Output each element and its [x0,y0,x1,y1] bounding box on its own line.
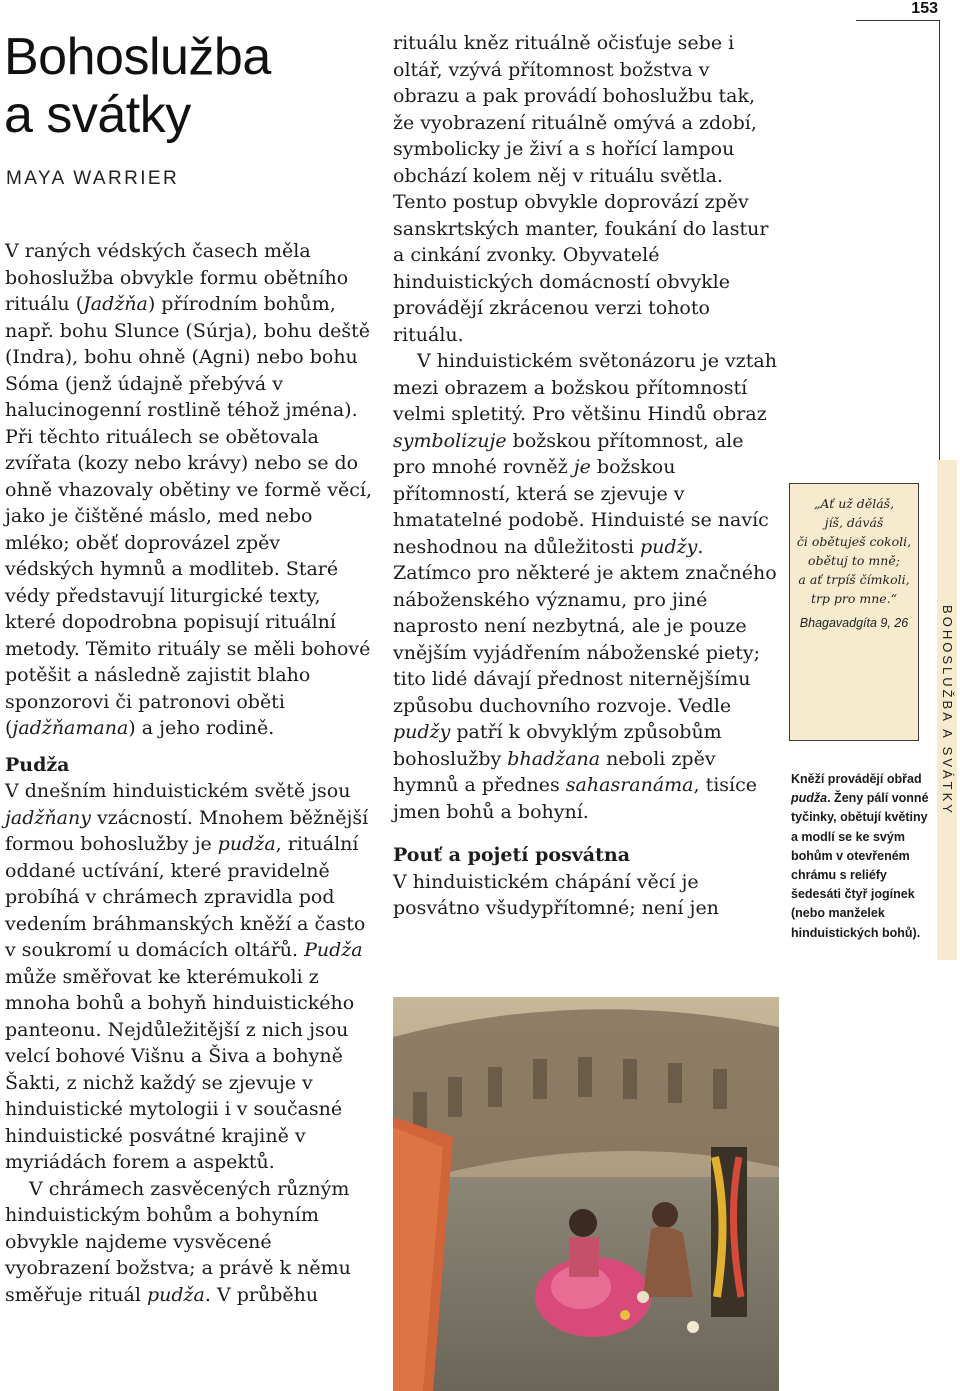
header-rule [856,20,940,21]
quote-source: Bhagavadgíta 9, 26 [799,616,909,630]
page-title [4,28,271,144]
title-line-2: a svátky [4,86,191,144]
section-label [937,460,957,960]
quote-line: a ať trpíš čímkoli, [798,572,910,587]
margin-rule [939,20,940,460]
author-byline: MAYA WARRIER [6,168,180,189]
quote-line: „Ať už děláš, [813,496,895,511]
quote-line: jíš, dáváš [824,515,884,530]
temple-photo-illustration [393,997,779,1391]
quote-line: trp pro mne.“ [810,591,898,606]
paragraph-pudza: V dnešním hinduistickém světě jsou jadžňany vzácností. Mnohem běžnější formou bohoslužby je pudža, rituální oddané uctívání, které pravidelně probíhá v chrámech zpravidla pod vedením bráhmanských kněží a často v soukromí u domácích oltářů. Pudža může směřovat ke kterémukoli z mnoha bohů a bohyň hinduistického panteonu. Nejdůležitější z nich jsou velcí bohové Višnu a Šiva a bohyně Šakti, z nichž každý se zjevuje v hinduistické mytologii i v současné hinduistické posvátné krajině v myriádách forem a aspektů. [5,780,369,1173]
photo-caption: Kněží provádějí obřad pudža. Ženy pálí vonné tyčinky, obětují květiny a modlí se ke svým bohům v otevřeném chrámu s reliéfy šedesáti čtyř jogínek (nebo manželek hinduistických bohů). [791,772,929,940]
section-heading-pilgrimage: Pouť a pojetí posvátna [393,844,631,866]
section-heading-pudza: Pudža [5,753,70,776]
quote-box [789,483,919,741]
paragraph-ritual: rituálu kněz rituálně očisťuje sebe i oltář, vzývá přítomnost božstva v obrazu a pak provádí bohoslužbu tak, že vyobrazení rituálně omývá a zdobí, symbolicky je živí a s hořící lampou obchází kolem něj v rituálu světla. Tento postup obvykle doprovází zpěv sanskrtských manter, foukání do lastur a cinkání zvonky. Obyvatelé hinduistických domácností obvykle provádějí zkrácenou verzi tohoto rituálu. [393,32,769,346]
text-column-middle [393,30,778,922]
section-label-text: BOHOSLUŽBA A SVÁTKY [939,604,955,816]
text-column-left [5,238,375,1308]
page-number: 153 [911,0,938,17]
paragraph-temples: V chrámech zasvěcených různým hinduistickým bohům a bohyním obvykle najdeme vysvěcené vyobrazení božstva; a právě k němu směřuje rituál pudža. V průběhu [5,1177,351,1306]
quote-line: či obětuješ cokoli, [796,534,912,549]
paragraph-pilgrimage: V hinduistickém chápání věcí je posvátno všudypřítomné; není jen [393,870,719,919]
quote-line: obětuj to mně; [808,553,900,568]
title-line-1: Bohoslužba [4,28,271,86]
paragraph-worldview: V hinduistickém světonázoru je vztah mezi obrazem a božskou přítomností velmi spletitý. Pro většinu Hindů obraz symbolizuje božskou přítomnost, ale pro mnohé rovněž je božskou přítomností, která se zjevuje v hmatatelné podobě. Hinduisté se navíc neshodnou na důležitosti pudžy. Zatímco pro některé je aktem značného náboženského významu, pro jiné naprosto není nezbytná, ale je pouze vnějším vyjádřením náboženské piety; tito lidé dávají přednost niternějšímu způsobu duchovního rozvoje. Vedle pudžy patří k obvyklým způsobům bohoslužby bhadžana neboli zpěv hymnů a přednes sahasranáma, tisíce jmen bohů a bohyní. [393,350,777,823]
temple-photo [393,997,779,1391]
paragraph-intro: V raných védských časech měla bohoslužba obvykle formu obětního rituálu (Jadžňa) přírodním bohům, např. bohu Slunce (Súrja), bohu deště (Indra), bohu ohně (Agni) nebo bohu Sóma (jenž údajně přebývá v halucinogenní rostlině téhož jména). Při těchto rituálech se obětovala zvířata (kozy nebo krávy) nebo se do ohně vhazovaly obětiny ve formě věcí, jako je čištěné máslo, med nebo mléko; oběť doprovázel zpěv védských hymnů a modliteb. Staré védy představují liturgické texty, které dopodrobna popisují rituální metody. Těmito rituály se měli bohové potěšit a následně zajistit blaho sponzorovi či patronovi oběti (jadžňamana) a jeho rodině. [5,240,373,739]
